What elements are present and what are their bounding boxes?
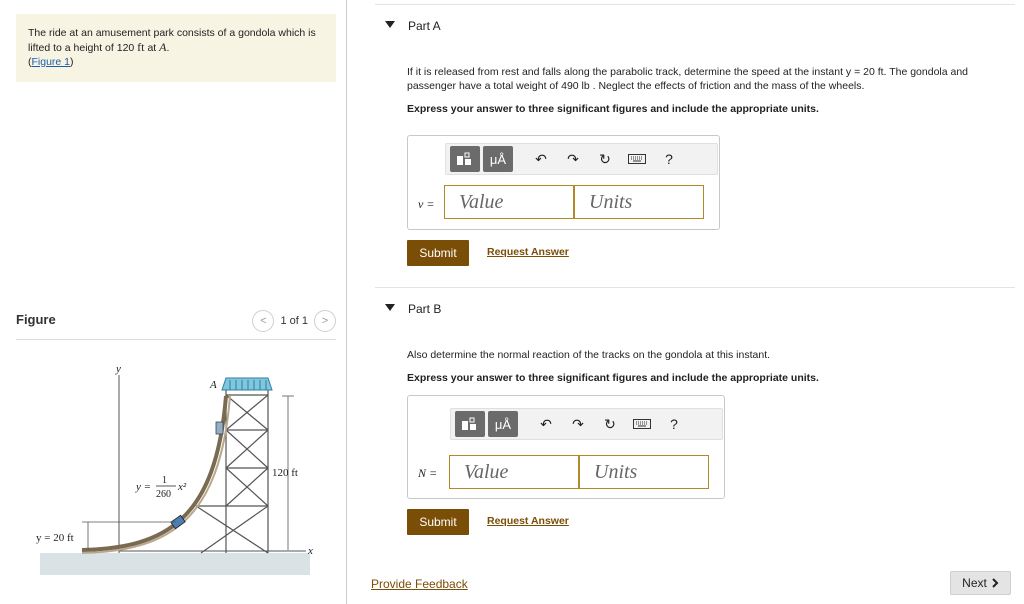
next-button[interactable] [950,571,1011,595]
equation-y: y = [136,481,152,493]
equation-numerator: 1 [162,475,167,486]
template-icon [461,417,479,431]
redo-button[interactable] [557,146,589,172]
part-a-units-input[interactable]: Units [574,185,704,219]
tower-roof [222,378,272,390]
next-label: Next [962,576,987,590]
chevron-right-icon: > [321,315,329,327]
part-b-value-input[interactable]: Value [449,455,579,489]
template-icon [456,152,474,166]
part-b-title: Part B [408,302,442,316]
part-a-instruction: Express your answer to three significant figures and include the appropriate units. [407,103,819,115]
y-axis-label: y [116,363,121,375]
help-icon: ? [665,151,673,167]
unit-ft: ft [137,40,145,54]
caret-down-icon [385,304,395,311]
part-a-question: If it is released from rest and falls along the parabolic track, determine the speed at the instant y = 20 ft. The gondola and passenger have a total weight of 490 lb . Neglect the effects of friction and the mass of the wheels. [407,66,969,92]
undo-button[interactable] [525,146,557,172]
undo-icon: ↶ [535,150,547,167]
help-button[interactable] [658,411,690,437]
units-button[interactable] [488,411,518,437]
figure-title: Figure [16,312,56,327]
figure-diagram [16,350,336,580]
track-rail [82,396,230,553]
part-a-toolbar [445,143,718,175]
point-a: A [159,40,167,54]
part-b-units-input[interactable]: Units [579,455,709,489]
height-label: 120 ft [272,467,298,479]
redo-button[interactable] [562,411,594,437]
part-b-var-label: N = [418,466,438,480]
figure-header [16,310,336,340]
figure-link[interactable]: Figure 1 [31,56,71,68]
keyboard-icon [628,154,646,164]
gondola-top-icon [216,422,223,434]
mu-angstrom-icon: μÅ [494,416,512,432]
part-a-var-label: v = [418,197,435,211]
problem-at: at [147,42,157,54]
equation-x2: x² [178,481,187,493]
template-button[interactable] [455,411,485,437]
point-a-label: A [210,379,217,391]
help-icon: ? [670,416,678,432]
left-panel [0,0,346,604]
pager-text: 1 of 1 [280,315,308,327]
part-a-header[interactable] [375,4,1015,54]
reset-button[interactable] [589,146,621,172]
x-axis-label: x [308,545,313,557]
right-panel [347,0,1024,604]
figure-pager [252,310,336,332]
problem-text: The ride at an amusement park consists of a gondola which is lifted to a height of 120 [28,27,316,54]
part-b-toolbar [450,408,723,440]
part-b-question: Also determine the normal reaction of the tracks on the gondola at this instant. [407,349,771,361]
part-a-request-answer-link[interactable]: Request Answer [487,246,569,258]
equation-denominator: 260 [156,489,171,500]
parabolic-track [82,396,226,550]
part-a-title: Part A [408,19,441,33]
template-button[interactable] [450,146,480,172]
chevron-left-icon: < [260,315,267,327]
provide-feedback-link[interactable]: Provide Feedback [371,577,468,591]
part-b-header[interactable] [375,287,1015,337]
reset-icon: ↻ [604,415,616,432]
prev-figure-button[interactable] [252,310,274,332]
keyboard-button[interactable] [626,411,658,437]
units-button[interactable] [483,146,513,172]
part-a-submit-button[interactable]: Submit [407,240,469,266]
undo-icon: ↶ [540,415,552,432]
tower [196,390,268,553]
part-b-submit-button[interactable]: Submit [407,509,469,535]
reset-button[interactable] [594,411,626,437]
chevron-right-icon [991,578,999,588]
mu-angstrom-icon: μÅ [489,151,507,167]
redo-icon: ↷ [567,150,579,167]
part-b-instruction: Express your answer to three significant figures and include the appropriate units. [407,372,819,384]
keyboard-button[interactable] [621,146,653,172]
part-a-answer-box [407,135,720,230]
reset-icon: ↻ [599,150,611,167]
part-a-value-input[interactable]: Value [444,185,574,219]
part-b-request-answer-link[interactable]: Request Answer [487,515,569,527]
problem-statement: The ride at an amusement park consists of a gondola which is lifted to a height of 120 ft at A. (Figure 1) [16,14,336,82]
keyboard-icon [633,419,651,429]
redo-icon: ↷ [572,415,584,432]
part-b-answer-box [407,395,725,499]
ground [40,553,310,575]
undo-button[interactable] [530,411,562,437]
next-figure-button[interactable] [314,310,336,332]
help-button[interactable] [653,146,685,172]
y20-label: y = 20 ft [36,532,74,544]
caret-down-icon [385,21,395,28]
